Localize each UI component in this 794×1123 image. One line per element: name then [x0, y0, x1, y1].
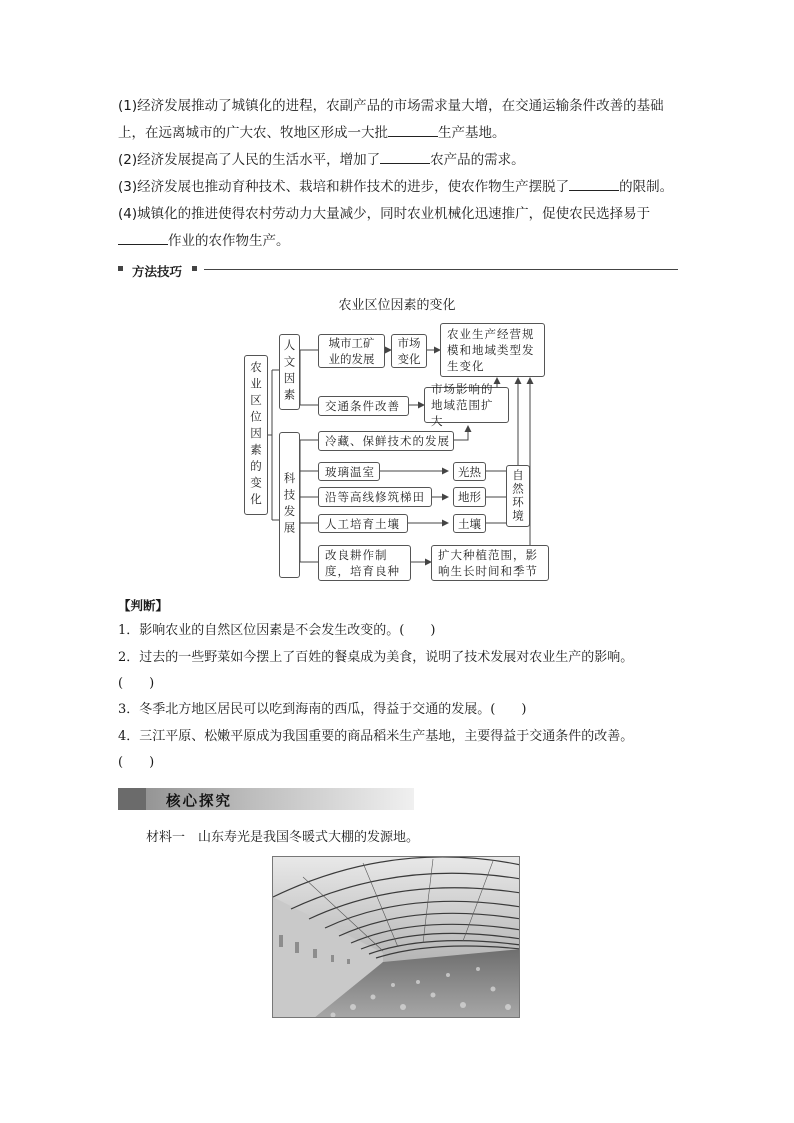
- banner-block: [118, 788, 146, 810]
- text: 作业的农作物生产。: [168, 233, 290, 249]
- expand-range-box: 扩大种植范围，影响生长时间和季节: [431, 545, 549, 581]
- judge-item-2-answer: ( ): [118, 676, 155, 691]
- greenhouse-box: 玻璃温室: [318, 462, 380, 481]
- judge-item-2: 2．过去的一些野菜如今摆上了百姓的餐桌成为美食，说明了技术发展对农业生产的影响。: [118, 650, 634, 665]
- core-section-banner: [118, 788, 414, 810]
- humanities-box: 人文因素: [279, 334, 300, 410]
- paragraph-3: [118, 177, 673, 197]
- paragraph-1-line-2: [118, 123, 506, 143]
- fill-blank: [388, 124, 438, 137]
- market-change-box: 市场变化: [391, 334, 427, 368]
- urban-development-box: 城市工矿业的发展: [318, 334, 385, 368]
- greenhouse-image: [273, 857, 520, 1018]
- soil-box: 土壤: [453, 514, 486, 533]
- judge-item-4-answer: ( ): [118, 755, 155, 770]
- paragraph-4-line-1: (4)城镇化的推进使得农村劳动力大量减少，同时农业机械化迅速推广，促使农民选择易于: [118, 206, 651, 222]
- greenhouse-photo: [272, 856, 520, 1018]
- section-title: 方法技巧: [132, 264, 183, 279]
- text: 农产品的需求。: [430, 152, 525, 168]
- text: 上，在远离城市的广大农、牧地区形成一大批: [118, 125, 388, 141]
- terrain-box: 地形: [453, 487, 486, 507]
- text: 生产基地。: [438, 125, 506, 141]
- material-1-text: 材料一 山东寿光是我国冬暖式大棚的发源地。: [146, 830, 420, 845]
- square-bullet-icon: [192, 266, 197, 271]
- paragraph-2: [118, 150, 525, 170]
- natural-environment-box: 自然环境: [506, 465, 530, 527]
- square-bullet-icon: [118, 266, 123, 271]
- text: (2)经济发展提高了人民的生活水平，增加了: [118, 152, 381, 168]
- cold-storage-box: 冷藏、保鲜技术的发展: [318, 431, 454, 451]
- judge-heading: 【判断】: [118, 598, 169, 613]
- fill-blank: [118, 232, 168, 245]
- breeding-box: 改良耕作制度，培育良种: [318, 545, 411, 581]
- text: (3)经济发展也推动育种技术、栽培和耕作技术的进步，使农作物生产摆脱了: [118, 179, 570, 195]
- soil-building-box: 人工培育土壤: [318, 514, 408, 533]
- judge-item-4: 4．三江平原、松嫩平原成为我国重要的商品稻米生产基地，主要得益于交通条件的改善。: [118, 729, 634, 744]
- paragraph-1-line-1: (1)经济发展推动了城镇化的进程，农副产品的市场需求量大增，在交通运输条件改善的基础: [118, 98, 664, 114]
- divider-line: [204, 269, 678, 270]
- fill-blank: [380, 151, 430, 164]
- fill-blank: [569, 178, 619, 191]
- paragraph-4-line-2: [118, 231, 290, 251]
- result-box: 农业生产经营规模和地域类型发生变化: [440, 323, 545, 377]
- transport-box: 交通条件改善: [318, 396, 409, 416]
- text: 的限制。: [619, 179, 674, 195]
- root-box: 农业区位因素的变化: [244, 355, 268, 515]
- light-heat-box: 光热: [453, 462, 486, 481]
- judge-item-1: 1．影响农业的自然区位因素是不会发生改变的。( ): [118, 623, 436, 638]
- tech-box: 科技发展: [279, 432, 300, 578]
- diagram-title: 农业区位因素的变化: [338, 298, 456, 313]
- section-header-methods: [118, 262, 678, 278]
- judge-item-3: 3．冬季北方地区居民可以吃到海南的西瓜，得益于交通的发展。( ): [118, 702, 527, 717]
- terraces-box: 沿等高线修筑梯田: [318, 487, 432, 507]
- banner-title: 核心探究: [166, 794, 232, 810]
- market-range-box: 市场影响的地域范围扩大: [424, 387, 509, 423]
